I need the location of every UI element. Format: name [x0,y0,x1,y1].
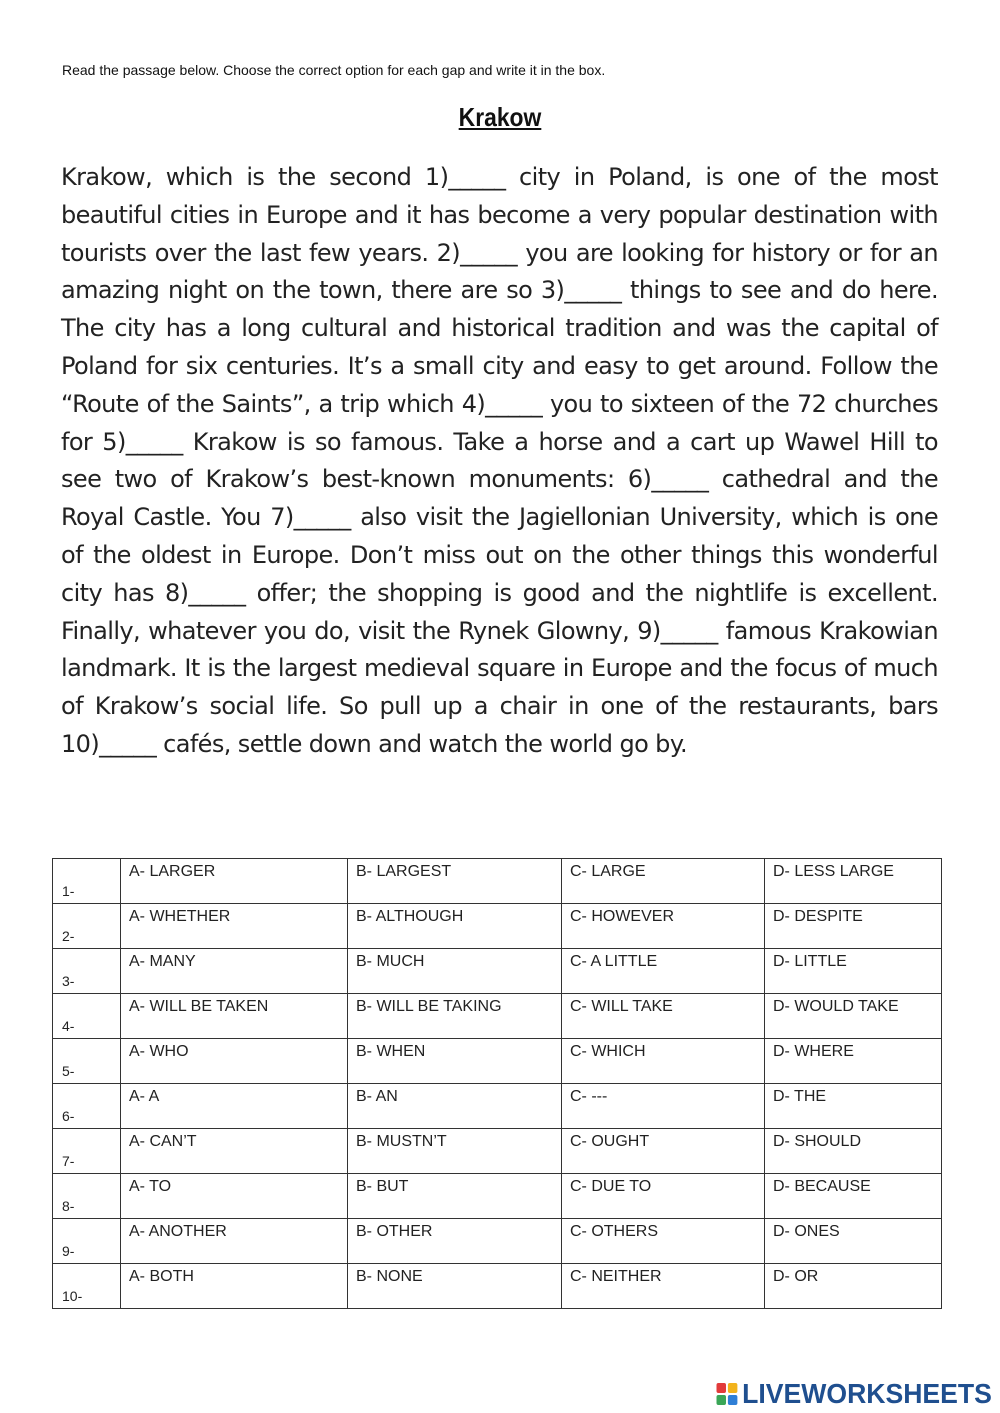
question-row [53,1039,942,1084]
question-number: 5- [53,1039,121,1084]
answer-option: C- A LITTLE [562,949,765,994]
answer-option: D- SHOULD [765,1129,942,1174]
answer-option: B- OTHER [348,1219,562,1264]
answer-option: A- A [121,1084,348,1129]
answer-option: C- --- [562,1084,765,1129]
question-number: 9- [53,1219,121,1264]
question-number: 4- [53,994,121,1039]
question-number: 3- [53,949,121,994]
liveworksheets-logo-icon [717,1383,738,1405]
answer-option: B- LARGEST [348,859,562,904]
answer-option: A- LARGER [121,859,348,904]
brand-name: LIVEWORKSHEETS [742,1378,992,1409]
logo-square-blue [728,1395,738,1405]
page-title: Krakow [458,102,542,132]
question-number: 2- [53,904,121,949]
answer-option: D- WHERE [765,1039,942,1084]
answer-option: B- WHEN [348,1039,562,1084]
answer-option: D- LITTLE [765,949,942,994]
logo-square-red [717,1383,727,1393]
answer-option: A- BOTH [121,1264,348,1309]
answer-option: B- MUCH [348,949,562,994]
question-row [53,1084,942,1129]
answer-option: C- LARGE [562,859,765,904]
answer-option: A- WHO [121,1039,348,1084]
answer-option: D- ONES [765,1219,942,1264]
question-number: 10- [53,1264,121,1309]
question-row [53,1174,942,1219]
answer-option: C- DUE TO [562,1174,765,1219]
answer-option: C- NEITHER [562,1264,765,1309]
answer-option: D- BECAUSE [765,1174,942,1219]
question-number: 7- [53,1129,121,1174]
answer-option: D- WOULD TAKE [765,994,942,1039]
answer-option: D- DESPITE [765,904,942,949]
question-row [53,949,942,994]
answer-option: B- AN [348,1084,562,1129]
answer-option: A- WILL BE TAKEN [121,994,348,1039]
options-table-body [53,859,942,1309]
answer-option: D- THE [765,1084,942,1129]
instructions: Read the passage below. Choose the correct option for each gap and write it in the box. [62,62,606,78]
question-row [53,1129,942,1174]
answer-option: D- OR [765,1264,942,1309]
answer-option: B- NONE [348,1264,562,1309]
reading-passage: Krakow, which is the second 1)_____ city in Poland, is one of the most beautiful cities in Europe and it has become a very popular destination with tourists over the last few years. 2)_____ you are looking for history or for an amazing night on the town, there are so 3)_____ things to see and do here. The city has a long cultural and historical tradition and was the capital of Poland for six centuries. It’s a small city and easy to get around. Follow the “Route of the Saints”, a trip which 4)_____ you to sixteen of the 72 churches for 5)_____ Krakow is so famous. Take a horse and a cart up Wawel Hill to see two of Krakow’s best-known monuments: 6)_____ cathedral and the Royal Castle. You 7)_____ also visit the Jagiellonian University, which is one of the oldest in Europe. Don’t miss out on the other things this wonderful city has 8)_____ offer; the shopping is good and the nightlife is excellent. Finally, whatever you do, visit the Rynek Glowny, 9)_____ famous Krakowian landmark. It is the largest medieval square in Europe and the focus of much of Krakow’s social life. So pull up a chair in one of the restaurants, bars 10)_____ cafés, settle down and watch the world go by. [61,163,938,758]
options-table [52,858,942,1309]
question-row [53,1264,942,1309]
question-row [53,904,942,949]
answer-option: C- OUGHT [562,1129,765,1174]
answer-option: B- WILL BE TAKING [348,994,562,1039]
question-number: 8- [53,1174,121,1219]
question-number: 1- [53,859,121,904]
answer-option: B- ALTHOUGH [348,904,562,949]
answer-option: D- LESS LARGE [765,859,942,904]
brand-footer [717,1378,992,1410]
question-number: 6- [53,1084,121,1129]
logo-square-green [717,1395,727,1405]
answer-option: A- CAN’T [121,1129,348,1174]
question-row [53,994,942,1039]
answer-option: A- WHETHER [121,904,348,949]
question-row [53,1219,942,1264]
answer-option: C- WILL TAKE [562,994,765,1039]
answer-option: C- HOWEVER [562,904,765,949]
answer-option: C- WHICH [562,1039,765,1084]
answer-option: A- MANY [121,949,348,994]
answer-option: A- TO [121,1174,348,1219]
answer-option: B- BUT [348,1174,562,1219]
logo-square-yellow [728,1383,738,1393]
question-row [53,859,942,904]
answer-option: B- MUSTN’T [348,1129,562,1174]
answer-option: A- ANOTHER [121,1219,348,1264]
answer-option: C- OTHERS [562,1219,765,1264]
